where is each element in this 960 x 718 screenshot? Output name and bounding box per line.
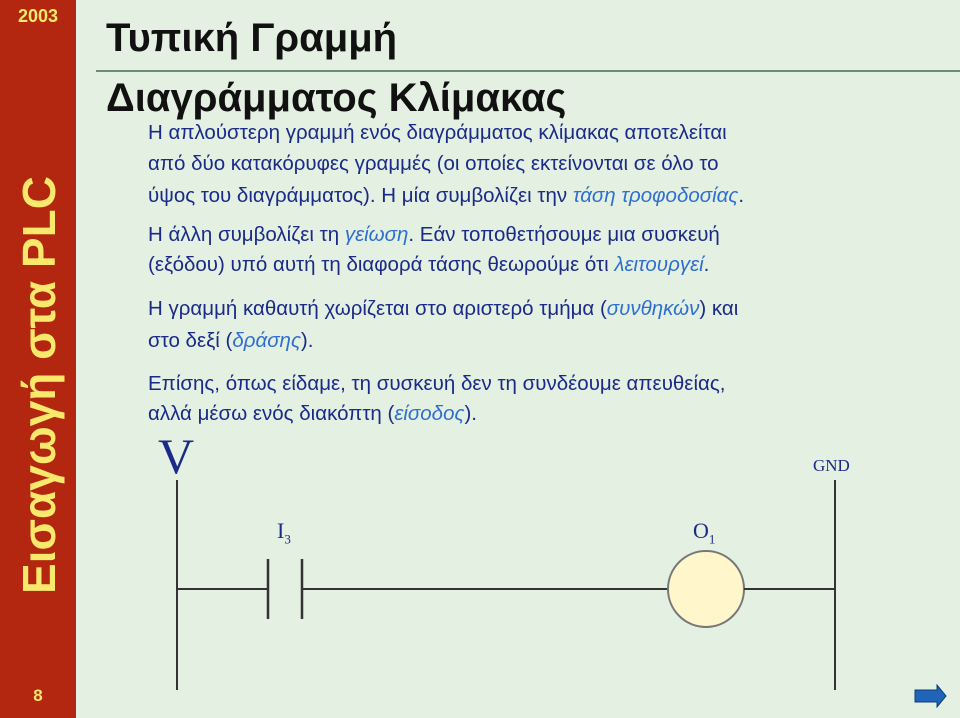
paragraph-1-line-2: από δύο κατακόρυφες γραμμές (οι οποίες εκτείνονται σε όλο το bbox=[148, 152, 719, 175]
highlight-input: είσοδος bbox=[394, 402, 465, 425]
paragraph-1-line-3: ύψος του διαγράμματος). Η μία συμβολίζει την τάση τροφοδοσίας. bbox=[148, 184, 745, 207]
power-rail-label: V bbox=[158, 428, 195, 484]
paragraph-3-line-1: Επίσης, όπως είδαμε, τη συσκευή δεν τη συνδέουμε απευθείας, bbox=[148, 372, 726, 395]
output-coil bbox=[668, 551, 744, 627]
slide-title-line-2: Διαγράμματος Κλίμακας bbox=[106, 76, 567, 120]
paragraph-3-line-2: αλλά μέσω ενός διακόπτη (είσοδος). bbox=[148, 402, 477, 425]
course-title: Εισαγωγή στα PLC bbox=[13, 176, 65, 594]
year-label: 2003 bbox=[17, 6, 59, 26]
highlight-ground: γείωση bbox=[344, 223, 409, 246]
next-arrow-icon bbox=[913, 684, 947, 708]
ground-rail-label: GND bbox=[813, 456, 850, 475]
paragraph-2-line-2: στο δεξί (δράσης). bbox=[148, 329, 314, 352]
paragraph-2-line-1: Η γραμμή καθαυτή χωρίζεται στο αριστερό τμήμα (συνθηκών) και bbox=[148, 297, 739, 320]
output-label: $O_1$ bbox=[693, 518, 716, 547]
paragraph-1-line-4: Η άλλη συμβολίζει τη γείωση. Εάν τοποθετήσουμε μια συσκευή bbox=[148, 223, 720, 246]
input-label: $I_3$ bbox=[277, 518, 291, 547]
paragraph-1-line-5: (εξόδου) υπό αυτή τη διαφορά τάσης θεωρούμε ότι λειτουργεί. bbox=[148, 253, 710, 276]
paragraph-1-line-1: Η απλούστερη γραμμή ενός διαγράμματος κλίμακας αποτελείται bbox=[148, 121, 727, 144]
slide-title-line-1: Τυπική Γραμμή bbox=[106, 16, 398, 60]
page-number: 8 bbox=[33, 686, 43, 705]
highlight-actions: δράσης bbox=[232, 329, 301, 352]
next-slide-button[interactable] bbox=[913, 684, 947, 708]
highlight-supply-voltage: τάση τροφοδοσίας bbox=[572, 184, 739, 207]
highlight-conditions: συνθηκών bbox=[606, 297, 700, 320]
highlight-operates: λειτουργεί bbox=[614, 253, 704, 276]
